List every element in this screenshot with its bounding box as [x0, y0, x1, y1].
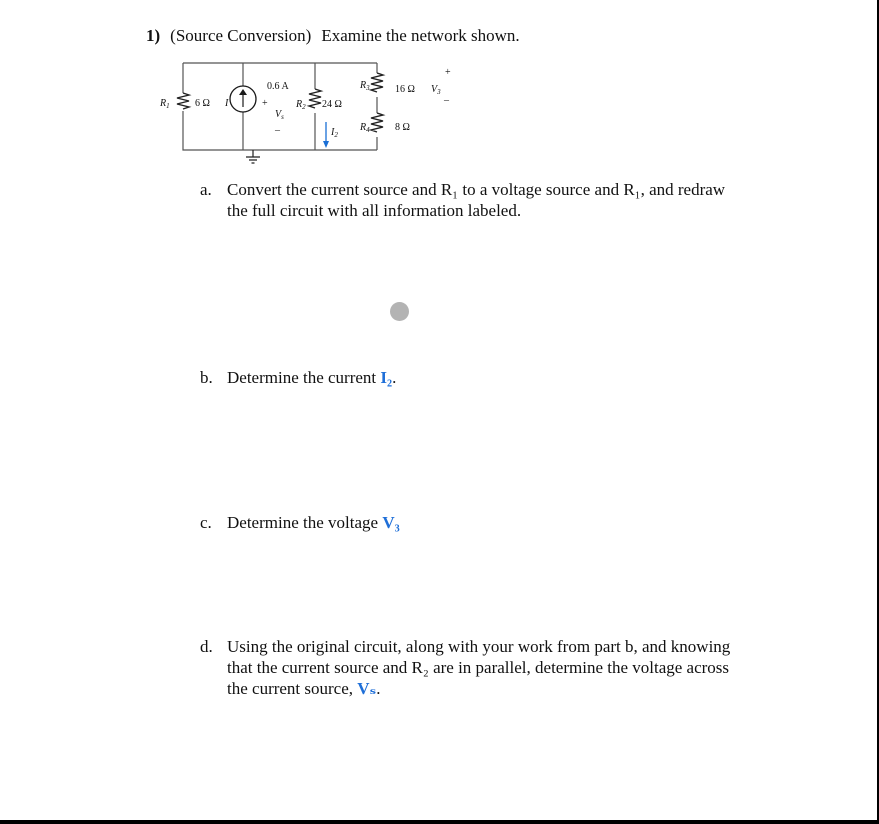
r2-label: $R_2$: [296, 99, 306, 111]
resistor-r2: [309, 89, 321, 108]
part-b-prompt: Determine the current: [227, 368, 381, 387]
part-a-line-2: the full circuit with all information labeled.: [227, 201, 522, 220]
question-prompt: Examine the network shown.: [321, 26, 520, 45]
question-heading: [146, 26, 520, 46]
vs-minus: –: [275, 125, 280, 136]
v3-minus: –: [444, 95, 449, 106]
part-d-line-3: [227, 678, 782, 699]
part-b-text: [227, 367, 782, 388]
resistor-r4: [371, 113, 383, 132]
part-a-line-1: Convert the current source and R₁ to a voltage source and R₁, and redraw: [227, 180, 726, 199]
part-d-line-2: that the current source and R₂ are in parallel, determine the voltage across: [227, 658, 730, 677]
r4-value: 8 Ω: [395, 122, 410, 133]
part-c-letter: c.: [200, 513, 212, 532]
part-d-prompt: the current source,: [227, 679, 358, 698]
v3-plus: +: [445, 67, 451, 78]
pointer-cursor-dot: [390, 302, 409, 321]
part-d-line-1: Using the original circuit, along with your work from part b, and knowing: [227, 637, 731, 656]
v3-label: $V_3$: [431, 84, 441, 96]
part-b-period: .: [392, 368, 397, 387]
part-b-variable: I₂: [380, 368, 393, 387]
r1-label: $R_1$: [160, 98, 170, 110]
resistor-r3: [371, 73, 383, 92]
resistor-r1: [177, 93, 189, 109]
part-a-text: [227, 179, 782, 221]
vs-plus: +: [262, 98, 268, 109]
question-tag: (Source Conversion): [170, 26, 312, 45]
r3-label: $R_3$: [360, 80, 370, 92]
r2-value: 24 Ω: [322, 99, 342, 110]
part-c-variable: V₃: [382, 513, 400, 532]
part-d-letter: d.: [200, 637, 213, 656]
ground-icon: [246, 150, 260, 163]
circuit-diagram: [155, 55, 455, 170]
r1-value: 6 Ω: [195, 98, 210, 109]
vs-label: $V_s$: [275, 109, 284, 121]
r4-label: $R_4$: [360, 122, 370, 134]
part-b-letter: b.: [200, 368, 213, 387]
part-a-letter: a.: [200, 180, 212, 199]
part-c-prompt: Determine the voltage: [227, 513, 383, 532]
current-label: I: [225, 98, 229, 109]
current-source-value: 0.6 A: [267, 81, 289, 92]
part-c-text: [227, 512, 782, 533]
r3-value: 16 Ω: [395, 84, 415, 95]
part-d-variable: Vₛ: [357, 679, 377, 698]
i2-label: $I_2$: [331, 127, 338, 139]
circuit-wire-outer: [183, 63, 377, 150]
part-d-text: [227, 636, 782, 699]
part-d-period: .: [376, 679, 381, 698]
i2-arrowhead-icon: [323, 141, 329, 148]
question-number: 1): [146, 26, 161, 45]
